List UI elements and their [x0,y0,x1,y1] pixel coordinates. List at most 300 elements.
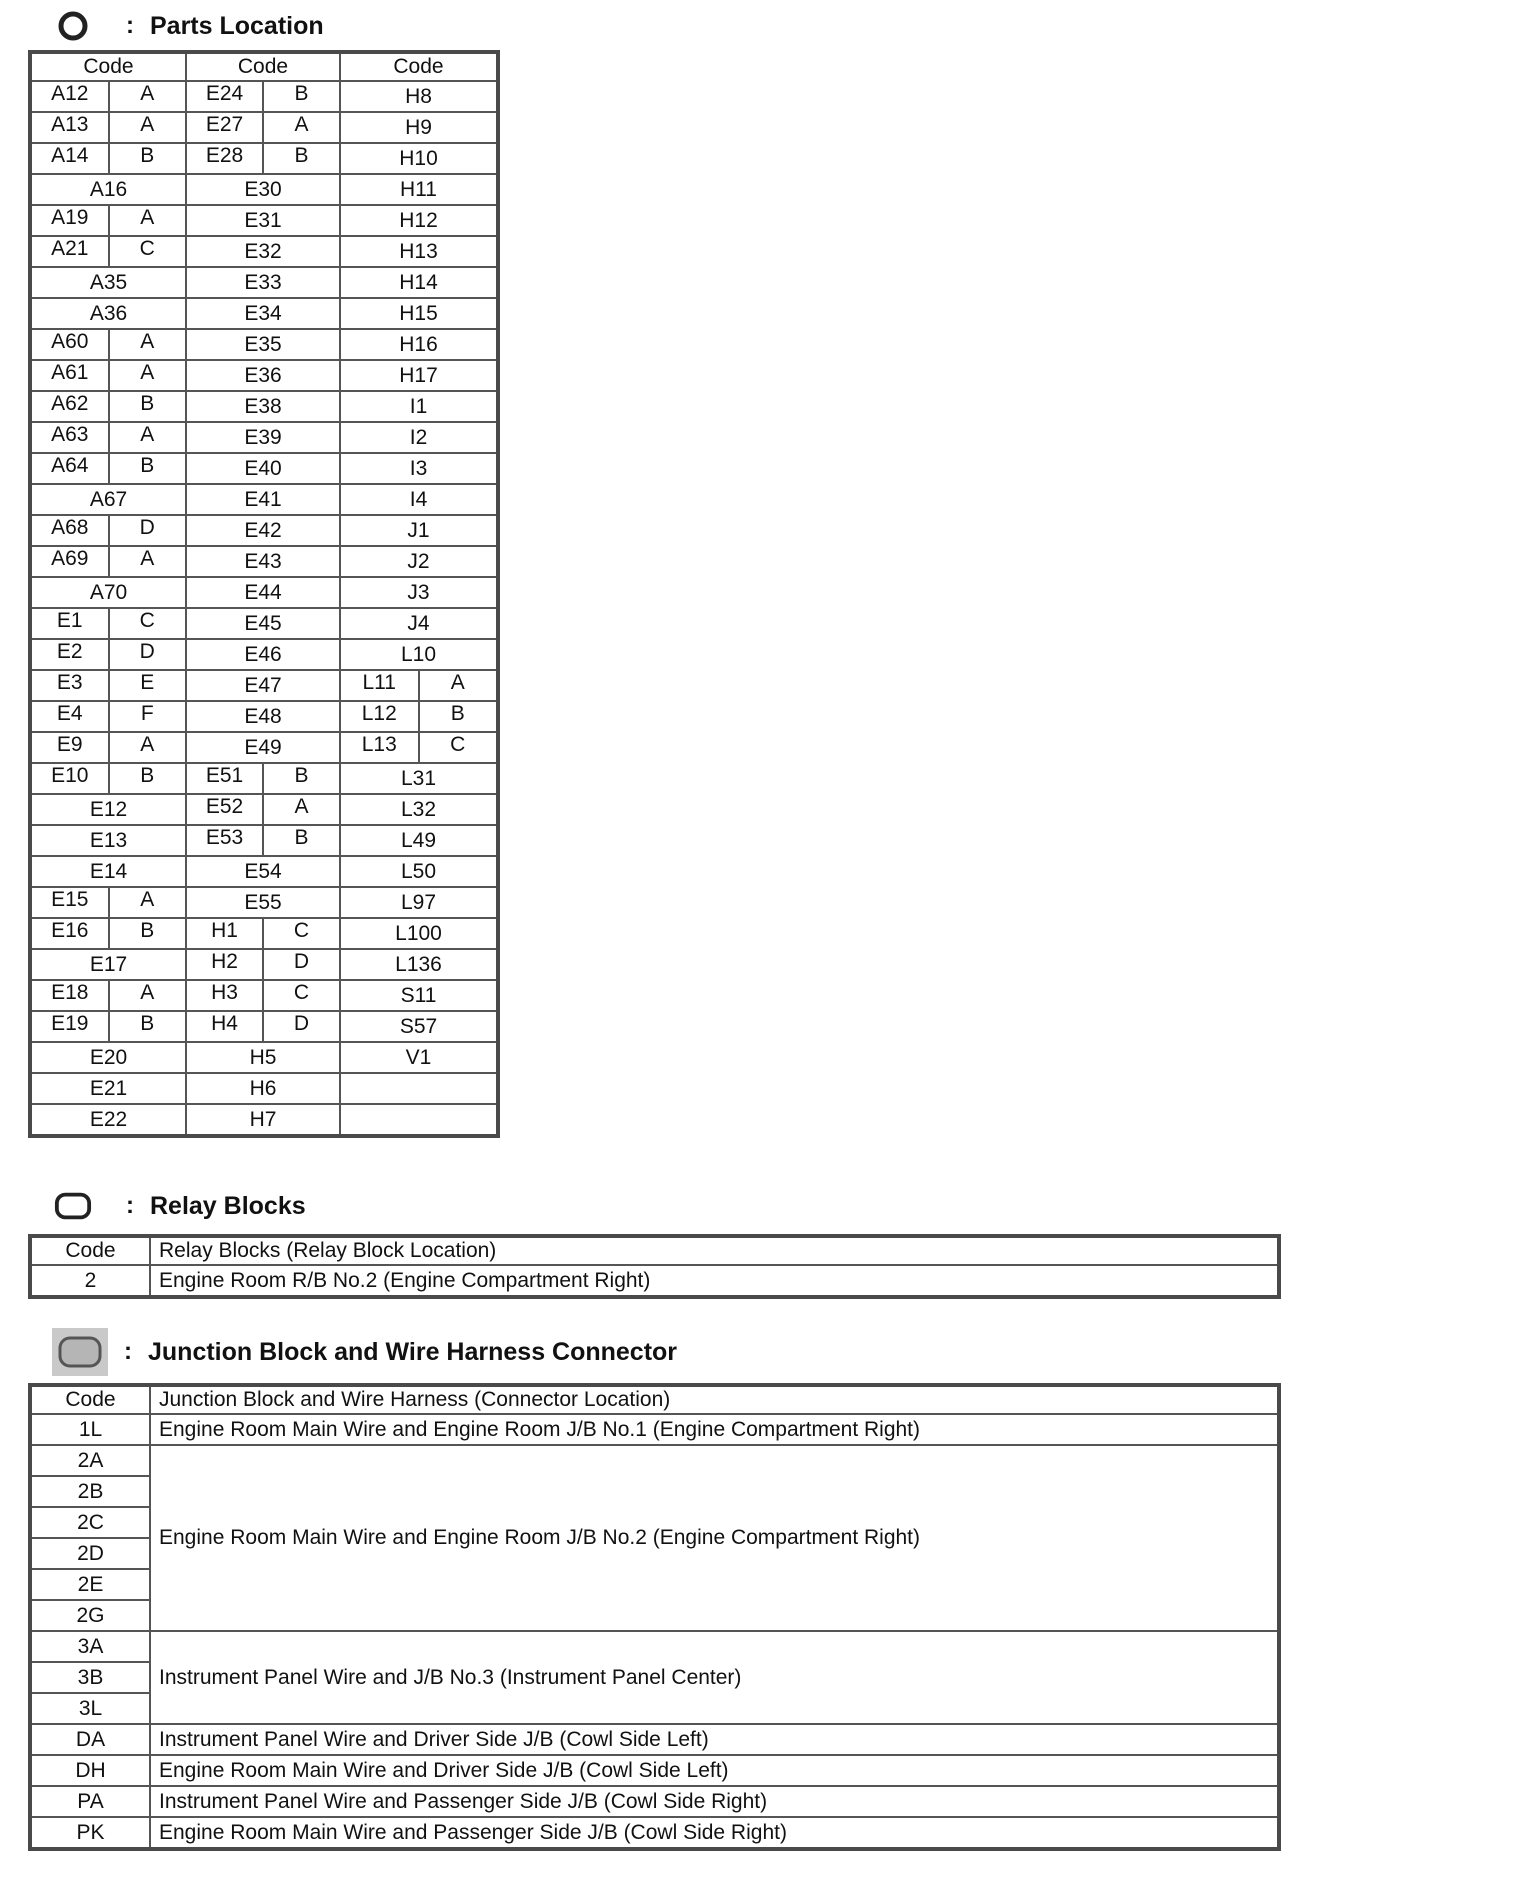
part-code: J1 [407,518,430,542]
code-cell [340,670,498,701]
code-cell [186,918,340,949]
code-cell [340,422,498,453]
code-pair [341,671,496,700]
part-code: H15 [399,301,438,325]
part-code: H7 [249,1107,277,1131]
code-cell [186,670,340,701]
connector-letter: A [140,361,155,384]
table-row [30,639,498,670]
code-cell [30,1104,186,1136]
code-cell [30,732,186,763]
connector-letter: B [294,144,309,167]
part-code: E10 [32,764,110,793]
part-code: L136 [395,952,442,976]
part-code: A16 [89,177,128,201]
part-code: E9 [32,733,110,762]
code-cell [30,174,186,205]
table-row [30,887,498,918]
code-pair [32,82,185,111]
part-code: V1 [405,1045,432,1069]
code-cell [186,422,340,453]
connector-code-cell: 3L [30,1693,150,1724]
code-cell [30,329,186,360]
code-pair [32,423,185,452]
part-code: H17 [399,363,438,387]
code-cell [186,546,340,577]
code-cell [30,918,186,949]
code-pair [32,113,185,142]
code-pair [187,144,339,173]
part-code: H5 [249,1045,277,1069]
table-row [30,143,498,174]
code-pair [32,206,185,235]
table-header-row [30,52,498,81]
connector-code-cell: PK [30,1817,150,1849]
connector-letter: A [140,206,155,229]
code-cell [186,360,340,391]
code-cell [340,577,498,608]
code-pair [187,919,339,948]
connector-code-cell: 3A [30,1631,150,1662]
connector-letter: A [294,113,309,136]
parts-location-header [54,6,324,46]
connector-letter: F [140,702,154,725]
code-cell [340,825,498,856]
code-pair [187,82,339,111]
code-cell [30,298,186,329]
column-header-description: Junction Block and Wire Harness (Connector Location) [150,1385,1279,1414]
part-code: E43 [244,549,282,573]
part-code: A62 [32,392,110,421]
part-code: E15 [32,888,110,917]
table-row [30,546,498,577]
part-code: E13 [89,828,128,852]
connector-code-cell: 1L [30,1414,150,1445]
part-code: H2 [187,950,264,979]
table-row [30,484,498,515]
part-code: E20 [89,1045,128,1069]
code-cell [186,267,340,298]
part-code: L100 [395,921,442,945]
code-pair [187,1012,339,1041]
column-header-code: Code [30,1236,150,1265]
table-row [30,1265,1279,1297]
code-pair [32,237,185,266]
part-code: E1 [32,609,110,638]
part-code: L13 [341,733,420,762]
part-code: A19 [32,206,110,235]
part-code: E40 [244,456,282,480]
table-row [30,1104,498,1136]
code-cell [186,856,340,887]
connector-letter: B [450,702,465,725]
connector-code-cell: 2D [30,1538,150,1569]
code-cell [30,701,186,732]
code-pair [187,826,339,855]
connector-letter: D [293,950,310,973]
table-row [30,112,498,143]
code-cell [186,763,340,794]
junction-block-title: Junction Block and Wire Harness Connector [148,1337,678,1366]
connector-description-cell: Engine Room Main Wire and Engine Room J/B No.1 (Engine Compartment Right) [150,1414,1279,1445]
part-code: A69 [32,547,110,576]
connector-description-cell: Instrument Panel Wire and Driver Side J/B (Cowl Side Left) [150,1724,1279,1755]
part-code: H4 [187,1012,264,1041]
part-code: L97 [400,890,437,914]
code-cell [30,143,186,174]
parts-location-table [28,50,500,1138]
connector-code-cell: PA [30,1786,150,1817]
connector-letter: B [294,764,309,787]
code-cell [30,360,186,391]
code-pair [187,981,339,1010]
code-cell [186,515,340,546]
part-code: E16 [32,919,110,948]
code-cell [186,236,340,267]
code-cell [30,267,186,298]
table-row [30,453,498,484]
code-cell [30,639,186,670]
part-code: A61 [32,361,110,390]
code-cell [30,949,186,980]
table-row [30,918,498,949]
code-pair [32,671,185,700]
code-pair [187,764,339,793]
connector-letter: D [293,1012,310,1035]
table-row [30,329,498,360]
part-code: E38 [244,394,282,418]
part-code: E55 [244,890,282,914]
junction-block-colon: : [124,1338,132,1365]
code-cell [186,1104,340,1136]
connector-letter: A [140,981,155,1004]
part-code: E42 [244,518,282,542]
connector-letter: A [450,671,465,694]
code-cell [30,546,186,577]
connector-letter: C [450,733,466,756]
code-cell [186,453,340,484]
part-code: H12 [399,208,438,232]
part-code: E39 [244,425,282,449]
code-cell [340,608,498,639]
part-code: H6 [249,1076,277,1100]
part-code: E19 [32,1012,110,1041]
code-cell [30,608,186,639]
code-pair [32,1012,185,1041]
part-code: I1 [409,394,428,418]
table-row [30,267,498,298]
part-code: E48 [244,704,282,728]
code-cell [340,81,498,112]
part-code: S57 [399,1014,438,1038]
code-cell [186,794,340,825]
rounded-rect-icon [54,1191,92,1221]
table-row [30,856,498,887]
code-cell [30,1042,186,1073]
part-code: H8 [405,84,432,108]
connector-description-cell: Engine Room Main Wire and Passenger Side J/B (Cowl Side Right) [150,1817,1279,1849]
code-cell [30,887,186,918]
part-code: I4 [409,487,428,511]
code-pair [32,547,185,576]
code-cell [30,670,186,701]
table-row [30,980,498,1011]
part-code: A14 [32,144,110,173]
code-cell [186,112,340,143]
code-cell [340,1011,498,1042]
part-code: E44 [244,580,282,604]
part-code: A70 [89,580,128,604]
code-pair [32,640,185,669]
code-pair [32,702,185,731]
code-cell [186,391,340,422]
table-row [30,1445,1279,1476]
table-row [30,515,498,546]
connector-code-cell: DA [30,1724,150,1755]
code-cell [186,701,340,732]
connector-letter: C [139,237,155,260]
table-row [30,81,498,112]
relay-blocks-table [28,1234,1281,1299]
connector-code-cell: 2C [30,1507,150,1538]
connector-code-cell: 2E [30,1569,150,1600]
code-cell [340,236,498,267]
code-cell [186,825,340,856]
part-code: E49 [244,735,282,759]
code-cell [30,484,186,515]
code-pair [32,144,185,173]
code-cell [186,1011,340,1042]
code-cell [340,918,498,949]
part-code: H10 [399,146,438,170]
code-cell [186,174,340,205]
part-code: E41 [244,487,282,511]
code-cell [186,484,340,515]
column-header-description: Relay Blocks (Relay Block Location) [150,1236,1279,1265]
code-cell [186,143,340,174]
part-code: H14 [399,270,438,294]
part-code: L50 [400,859,437,883]
code-cell [186,980,340,1011]
code-cell [30,577,186,608]
part-code: E3 [32,671,110,700]
code-pair [187,113,339,142]
part-code: E24 [187,82,264,111]
table-row [30,701,498,732]
table-row [30,236,498,267]
part-code: E51 [187,764,264,793]
part-code: A35 [89,270,128,294]
part-code: J2 [407,549,430,573]
part-code: E30 [244,177,282,201]
code-cell [30,794,186,825]
connector-letter: D [139,640,155,663]
code-pair [341,733,496,762]
connector-letter: C [139,609,155,632]
part-code: A12 [32,82,110,111]
code-cell [186,732,340,763]
part-code: E14 [89,859,128,883]
part-code: E21 [89,1076,128,1100]
code-cell [340,329,498,360]
part-code: E35 [244,332,282,356]
part-code: H13 [399,239,438,263]
code-cell [340,112,498,143]
code-cell [30,236,186,267]
relay-code-cell: 2 [30,1265,150,1297]
code-cell [340,763,498,794]
code-cell [340,546,498,577]
code-cell [186,1042,340,1073]
shaded-rounded-rect-icon [52,1328,108,1376]
junction-block-table [28,1383,1281,1851]
part-code: E33 [244,270,282,294]
part-code: H9 [405,115,432,139]
code-cell [340,205,498,236]
code-cell [30,980,186,1011]
code-cell [340,949,498,980]
code-cell [30,1011,186,1042]
code-cell [30,515,186,546]
connector-letter: A [140,888,155,911]
code-pair [32,764,185,793]
code-pair [32,516,185,545]
code-cell [340,143,498,174]
code-pair [32,392,185,421]
part-code: A64 [32,454,110,483]
connector-letter: B [140,144,155,167]
table-header-row [30,1236,1279,1265]
table-row [30,1631,1279,1662]
part-code: I3 [409,456,428,480]
table-row [30,577,498,608]
table-row [30,174,498,205]
code-pair [32,609,185,638]
table-row [30,794,498,825]
part-code: A63 [32,423,110,452]
part-code: L10 [400,642,437,666]
code-cell [186,1073,340,1104]
part-code: H11 [400,177,437,201]
part-code: L49 [400,828,437,852]
code-cell [340,980,498,1011]
connector-letter: A [140,547,155,570]
part-code: E31 [244,208,282,232]
part-code: E54 [244,859,282,883]
connector-letter: B [140,919,155,942]
code-cell [30,112,186,143]
part-code: E2 [32,640,110,669]
connector-letter: B [294,826,309,849]
code-cell [30,763,186,794]
connector-code-cell: 2A [30,1445,150,1476]
connector-letter: A [140,113,155,136]
part-code: A68 [32,516,110,545]
table-row [30,1073,498,1104]
code-cell [186,329,340,360]
code-cell [340,1073,498,1104]
part-code: E27 [187,113,264,142]
part-code: E36 [244,363,282,387]
relay-blocks-header [54,1186,306,1226]
connector-letter: E [140,671,155,694]
table-row [30,205,498,236]
connector-letter: A [294,795,309,818]
part-code: A21 [32,237,110,266]
code-cell [186,949,340,980]
code-cell [30,391,186,422]
code-cell [30,422,186,453]
part-code: A67 [89,487,128,511]
column-header-code: Code [340,52,498,81]
part-code: E28 [187,144,264,173]
code-cell [340,453,498,484]
part-code: H3 [187,981,264,1010]
code-cell [340,267,498,298]
table-row [30,391,498,422]
code-cell [340,515,498,546]
code-cell [30,856,186,887]
junction-block-header [52,1332,677,1372]
table-header-row [30,1385,1279,1414]
code-pair [32,733,185,762]
part-code: A36 [89,301,128,325]
code-pair [341,702,496,731]
connector-letter: A [140,733,155,756]
table-row [30,1042,498,1073]
relay-blocks-colon: : [126,1192,134,1219]
connector-description-cell: Engine Room Main Wire and Driver Side J/B (Cowl Side Left) [150,1755,1279,1786]
code-cell [340,639,498,670]
connector-letter: C [293,981,310,1004]
relay-blocks-title: Relay Blocks [150,1191,306,1220]
part-code: E45 [244,611,282,635]
part-code: E52 [187,795,264,824]
code-pair [32,361,185,390]
code-pair [32,919,185,948]
table-row [30,1414,1279,1445]
table-row [30,825,498,856]
connector-letter: B [140,454,155,477]
part-code: E53 [187,826,264,855]
part-code: L32 [400,797,437,821]
part-code: E34 [244,301,282,325]
table-row [30,670,498,701]
table-row [30,1817,1279,1849]
part-code: E4 [32,702,110,731]
connector-letter: B [140,764,155,787]
part-code: A60 [32,330,110,359]
code-cell [340,484,498,515]
part-code: E32 [244,239,282,263]
code-cell [340,174,498,205]
code-pair [187,950,339,979]
parts-location-colon: : [126,12,134,39]
table-row [30,608,498,639]
code-cell [30,81,186,112]
circle-icon [54,11,92,41]
code-cell [186,639,340,670]
code-cell [30,825,186,856]
table-row [30,1786,1279,1817]
part-code: S11 [400,983,437,1007]
table-row [30,949,498,980]
table-row [30,763,498,794]
code-cell [186,608,340,639]
code-cell [340,1104,498,1136]
part-code: H1 [187,919,264,948]
code-cell [340,1042,498,1073]
